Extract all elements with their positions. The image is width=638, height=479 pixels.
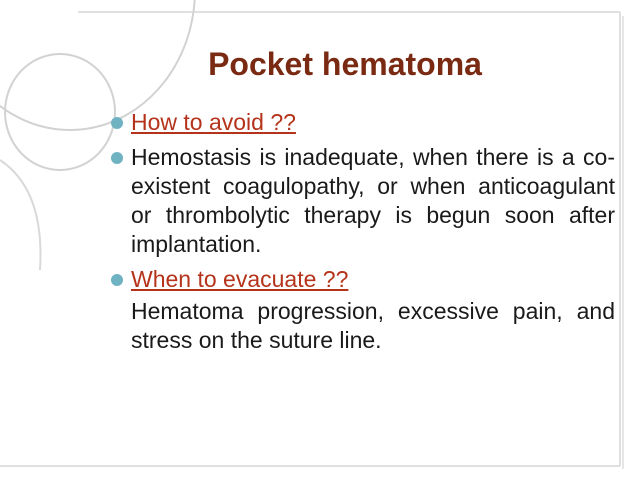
when-to-evacuate-link[interactable]: When to evacuate ?? (131, 266, 349, 292)
bullet-item (110, 265, 615, 294)
evacuation-criteria-text: Hematoma progression, excessive pain, and stress on the suture line. (131, 298, 615, 353)
decorative-arc (0, 160, 41, 270)
how-to-avoid-link[interactable]: How to avoid ?? (131, 109, 296, 135)
decorative-ring-small (5, 54, 115, 170)
bullet-item (110, 108, 615, 137)
bullet-icon (111, 152, 123, 164)
bullet-icon (111, 117, 123, 129)
bullet-item (110, 143, 615, 259)
bullet-icon (111, 274, 123, 286)
hemostasis-text: Hemostasis is inadequate, when there is a co-existent coagulopathy, or when anticoagulant or thrombolytic therapy is begun soon after implantation. (131, 144, 615, 257)
slide-content (110, 108, 615, 355)
slide-title: Pocket hematoma (208, 46, 482, 82)
